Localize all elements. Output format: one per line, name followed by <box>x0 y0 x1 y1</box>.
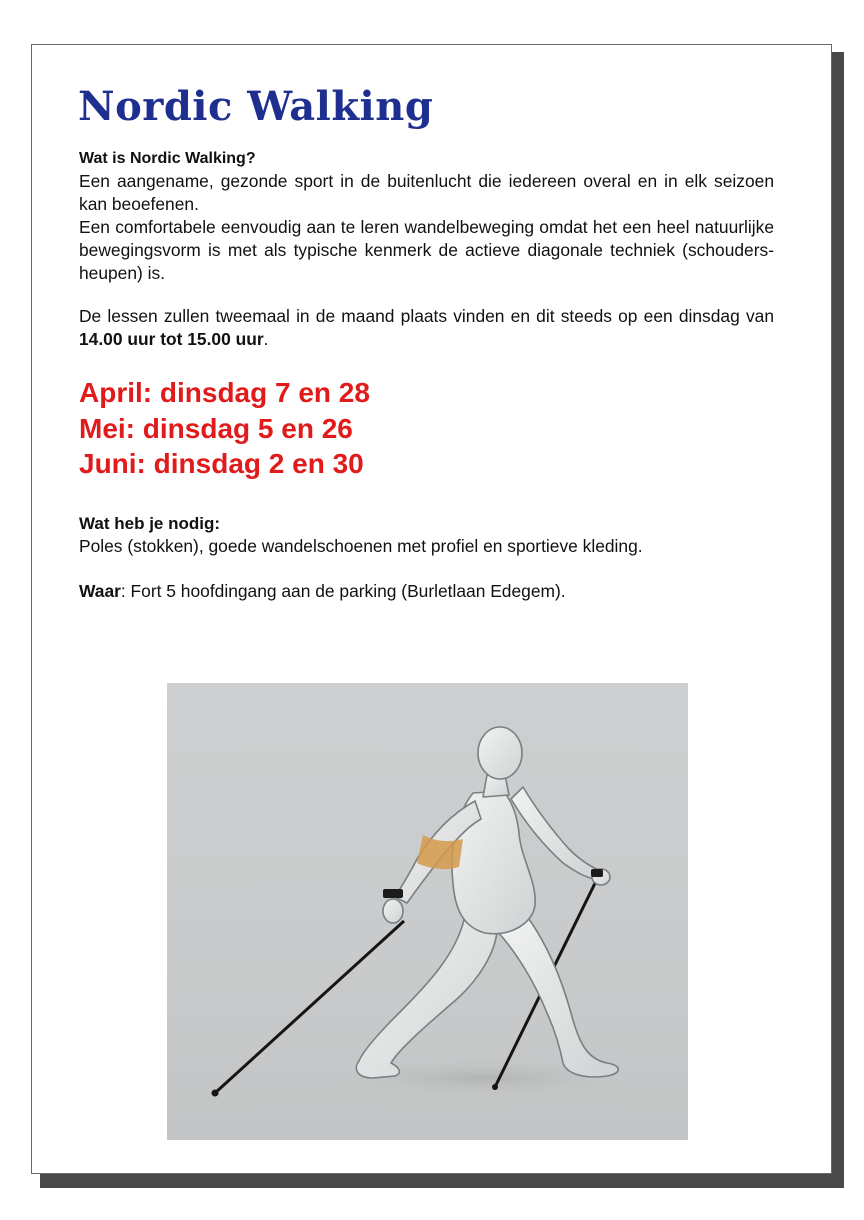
schedule-juni: Juni: dinsdag 2 en 30 <box>79 448 364 479</box>
lessons-section <box>79 305 774 351</box>
lessons-end: . <box>263 329 269 349</box>
page-title: Nordic Walking <box>78 83 434 130</box>
schedule-april: April: dinsdag 7 en 28 <box>79 377 370 408</box>
intro-paragraph-2: Een comfortabele eenvoudig aan te leren wandelbeweging omdat het een heel natuurlijke bewegingsvorm is met als typische kenmerk de actieve diagonale techniek (schouders-heupen) is. <box>79 217 774 283</box>
location-section <box>79 580 774 603</box>
schedule-list <box>79 375 370 482</box>
location-paragraph <box>79 580 774 603</box>
lessons-paragraph <box>79 305 774 351</box>
intro-paragraph-1: Een aangename, gezonde sport in de buitenlucht die iedereen overal en in elk seizoen kan beoefenen. <box>79 171 774 214</box>
lessons-text: De lessen zullen tweemaal in de maand plaats vinden en dit steeds op een dinsdag van <box>79 306 774 326</box>
lessons-time: 14.00 uur tot 15.00 uur <box>79 329 264 349</box>
flyer-page <box>31 44 832 1174</box>
walker-figure-svg <box>167 683 688 1140</box>
schedule-mei: Mei: dinsdag 5 en 26 <box>79 412 353 444</box>
location-text: : Fort 5 hoofdingang aan de parking (Burletlaan Edegem). <box>120 581 566 601</box>
needs-section <box>79 512 774 558</box>
intro-question: Wat is Nordic Walking? <box>79 150 256 167</box>
needs-heading: Wat heb je nodig: <box>79 514 221 533</box>
intro-section <box>79 147 774 285</box>
needs-text: Poles (stokken), goede wandelschoenen met profiel en sportieve kleding. <box>79 536 643 556</box>
nordic-walker-illustration <box>167 683 688 1140</box>
location-label: Waar <box>79 581 121 601</box>
